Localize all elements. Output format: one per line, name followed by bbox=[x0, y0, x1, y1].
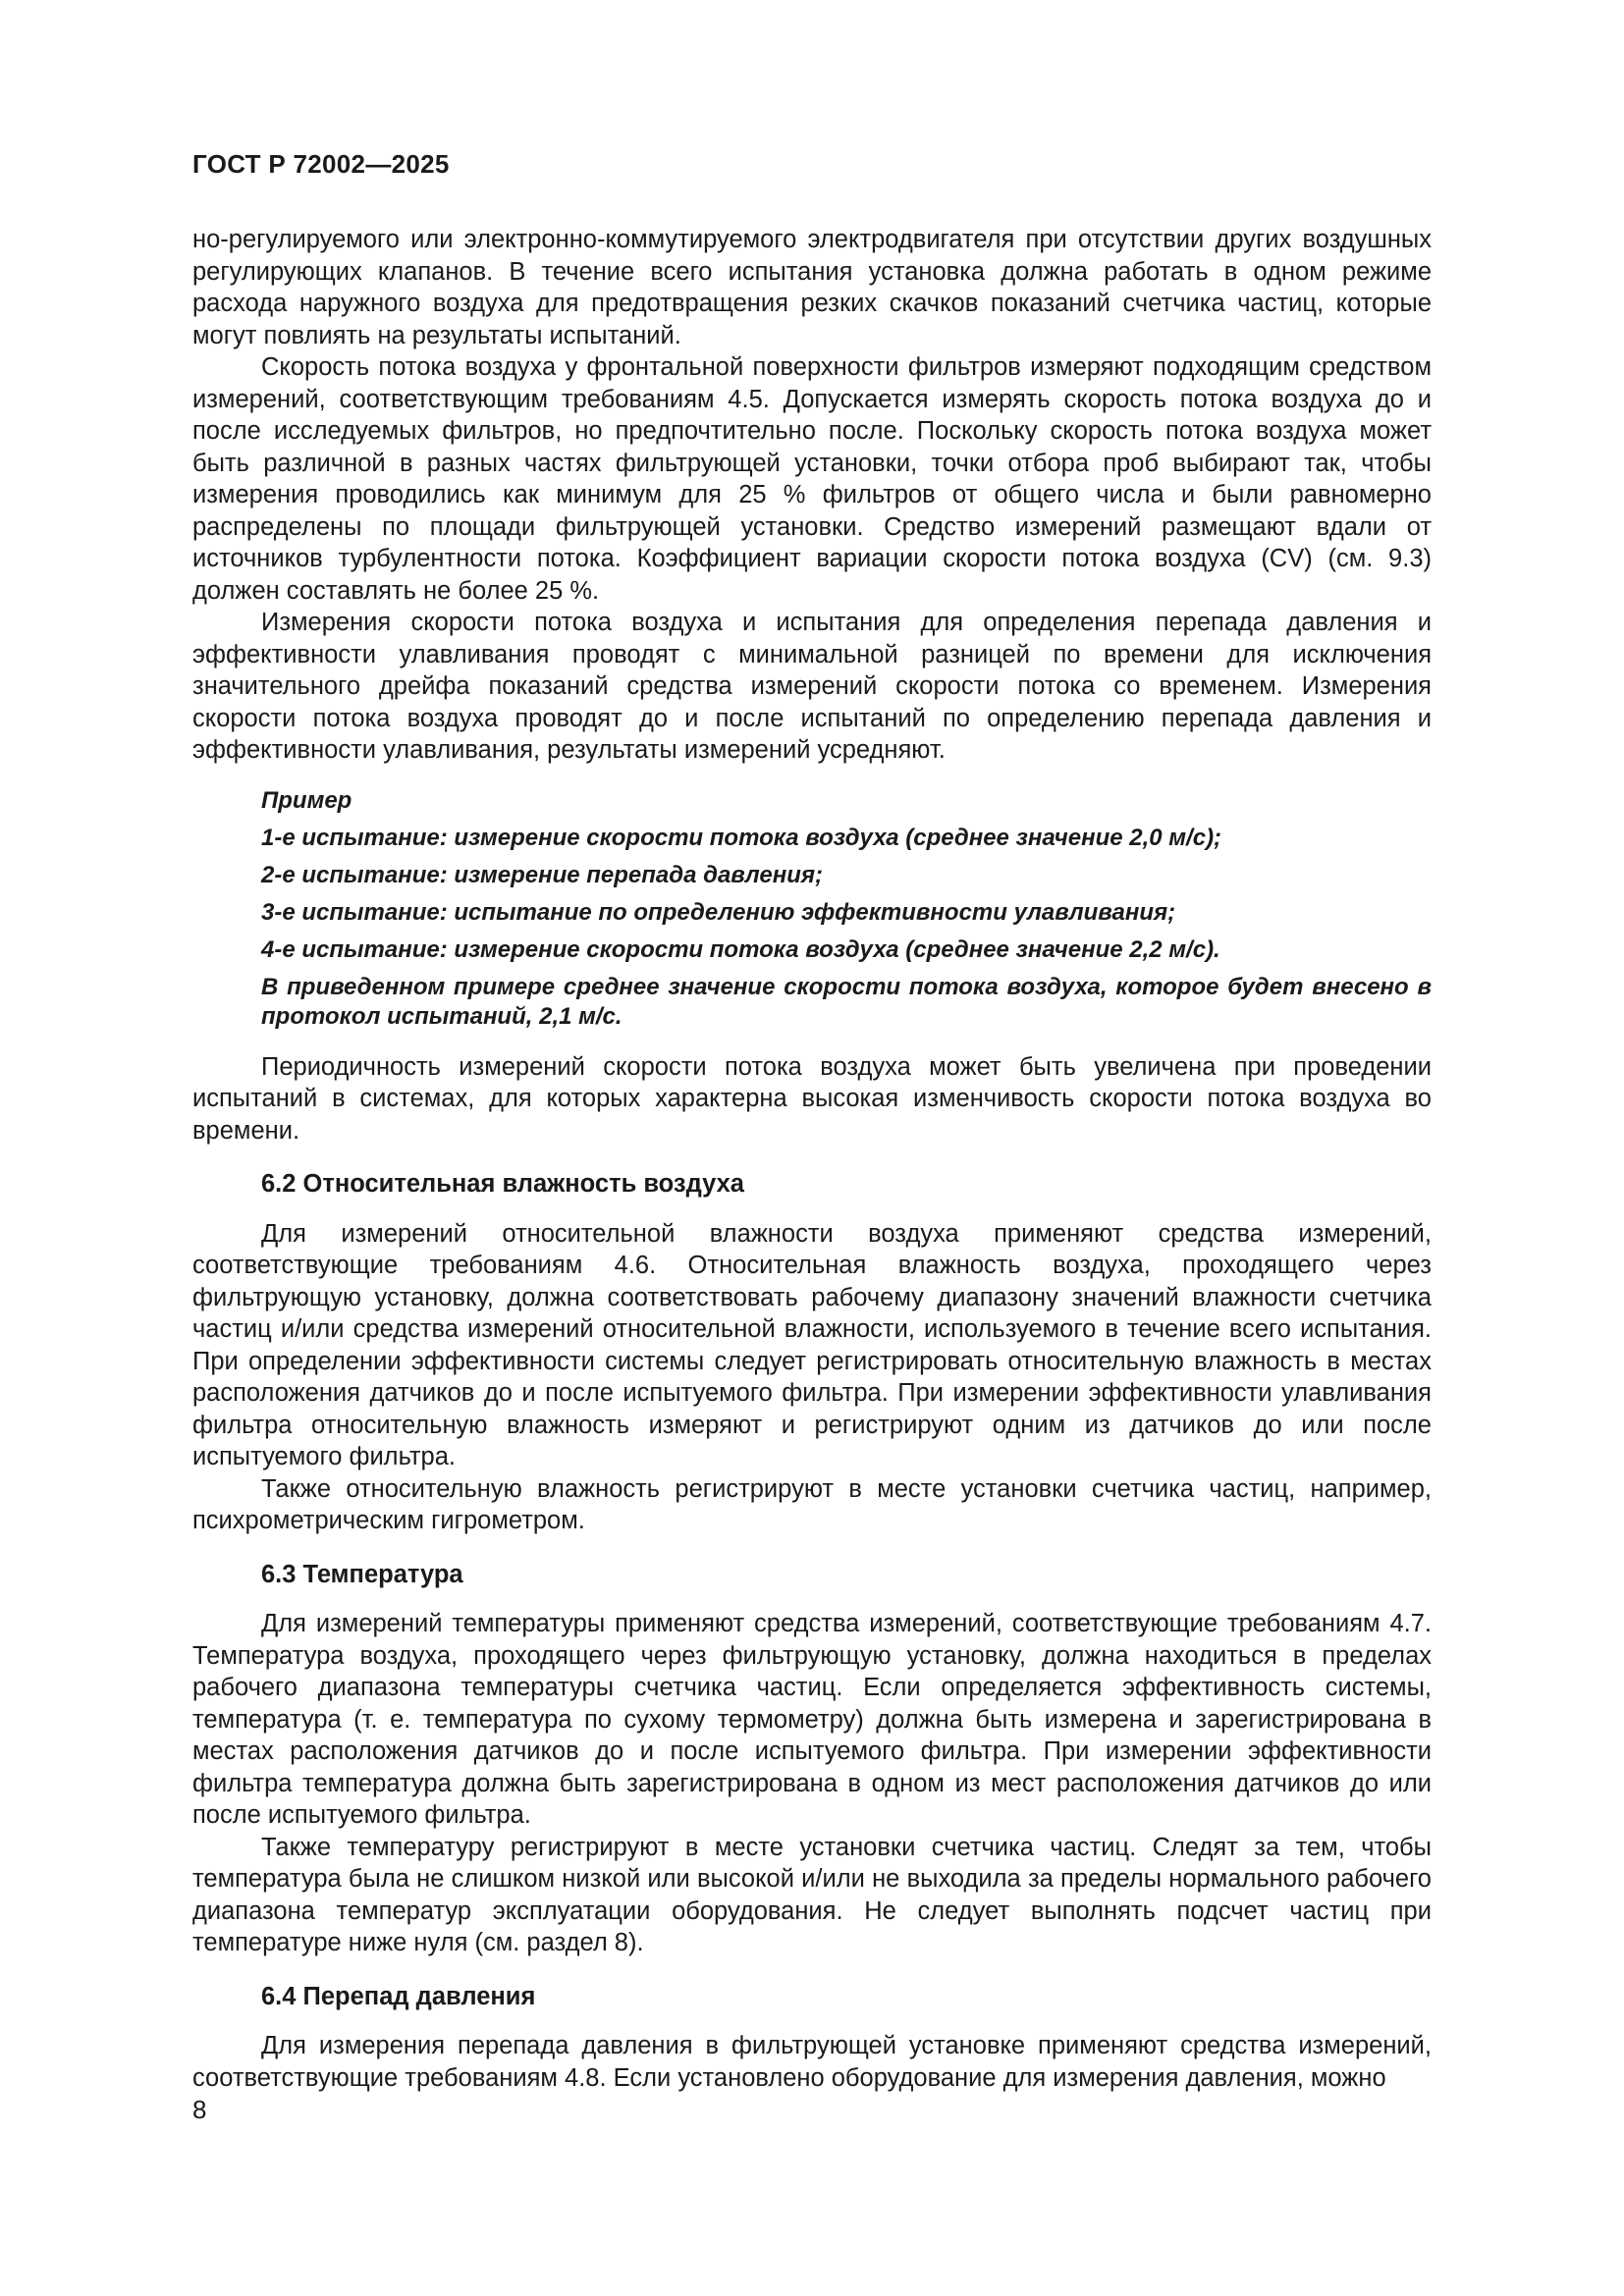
section-heading-6-4: 6.4 Перепад давления bbox=[261, 1982, 536, 2010]
example-line: 4-е испытание: измерение скорости потока воздуха (среднее значение 2,2 м/с). bbox=[261, 935, 1220, 963]
paragraph-periodicity: Периодичность измерений скорости потока воздуха может быть увеличена при проведении испытаний в системах, для которых характерна высокая изменчивость скорости потока воздуха во времени. bbox=[192, 1052, 1432, 1145]
paragraph-humidity: Для измерений относительной влажности воздуха применяют средства измерений, соответствующие требованиям 4.6. Относительная влажность воздуха, проходящего через фильтрующую установку, должна соответствовать рабочему диапазону значений влажности счетчика частиц и/или средства измерений относительной влажности, используемого в течение всего испытания. При определении эффективности системы следует регистрировать относительную влажность в местах расположения датчиков до и после испытуемого фильтра. При измерении эффективности улавливания фильтра относительную влажность измеряют и регистрируют одним из датчиков до или после испытуемого фильтра. bbox=[192, 1219, 1432, 1470]
paragraph-continuation: но-регулируемого или электронно-коммутируемого электродвигателя при отсутствии других воздушных регулирующих клапанов. В течение всего испытания установка должна работать в одном режиме расхода наружного воздуха для предотвращения резких скачков показаний счетчика частиц, которые могут повлиять на результаты испытаний. bbox=[192, 226, 1432, 349]
example-line: 2-е испытание: измерение перепада давления; bbox=[261, 861, 824, 888]
page-number: 8 bbox=[192, 2095, 207, 2124]
section-heading-6-2: 6.2 Относительная влажность воздуха bbox=[261, 1170, 744, 1198]
paragraph-temperature: Для измерений температуры применяют средства измерений, соответствующие требованиям 4.7. Температура воздуха, проходящего через фильтрующую установку, должна находиться в пределах рабочего диапазона температуры счетчика частиц. Если определяется эффективность системы, температура (т. е. температура по сухому термометру) должна быть измерена и зарегистрирована в местах расположения датчиков до и после испытуемого фильтра. При измерении эффективности фильтра температура должна быть зарегистрирована в одном из мест расположения датчиков до или после испытуемого фильтра. bbox=[192, 1610, 1432, 1829]
example-title: Пример bbox=[261, 786, 352, 814]
section-heading-6-3: 6.3 Температура bbox=[261, 1560, 463, 1588]
example-note: В приведенном примере среднее значение скорости потока воздуха, которое будет внесено в протокол испытаний, 2,1 м/с. bbox=[261, 973, 1432, 1030]
paragraph-pressure-drop: Для измерения перепада давления в фильтрующей установке применяют средства измерений, соответствующие требованиям 4.8. Если установлено оборудование для измерения давления, можно bbox=[192, 2032, 1432, 2092]
paragraph-humidity-counter: Также относительную влажность регистрируют в месте установки счетчика частиц, например, психрометрическим гигрометром. bbox=[192, 1474, 1432, 1534]
example-block bbox=[192, 786, 1432, 1032]
paragraph-temperature-counter: Также температуру регистрируют в месте установки счетчика частиц. Следят за тем, чтобы температура была не слишком низкой или высокой и/или не выходила за пределы нормального рабочего диапазона температур эксплуатации оборудования. Не следует выполнять подсчет частиц при температуре ниже нуля (см. раздел 8). bbox=[192, 1833, 1432, 1956]
page-content bbox=[192, 224, 1432, 2094]
paragraph-airflow-timing: Измерения скорости потока воздуха и испытания для определения перепада давления и эффективности улавливания проводят с минимальной разницей по времени для исключения значительного дрейфа показаний средства измерений скорости потока со временем. Измерения скорости потока воздуха проводят до и после испытаний по определению перепада давления и эффективности улавливания, результаты измерений усредняют. bbox=[192, 609, 1432, 764]
document-header-id: ГОСТ Р 72002—2025 bbox=[192, 149, 450, 179]
example-line: 1-е испытание: измерение скорости потока воздуха (среднее значение 2,0 м/с); bbox=[261, 824, 1222, 851]
example-line: 3-е испытание: испытание по определению эффективности улавливания; bbox=[261, 898, 1176, 926]
paragraph-airflow-measurement: Скорость потока воздуха у фронтальной поверхности фильтров измеряют подходящим средством измерений, соответствующим требованиям 4.5. Допускается измерять скорость потока воздуха до и после исследуемых фильтров, но предпочтительно после. Поскольку скорость потока воздуха может быть различной в разных частях фильтрующей установки, точки отбора проб выбирают так, чтобы измерения проводились как минимум для 25 % фильтров от общего числа и были равномерно распределены по площади фильтрующей установки. Средство измерений размещают вдали от источников турбулентности потока. Коэффициент вариации скорости потока воздуха (CV) (см. 9.3) должен составлять не более 25 %. bbox=[192, 353, 1432, 605]
